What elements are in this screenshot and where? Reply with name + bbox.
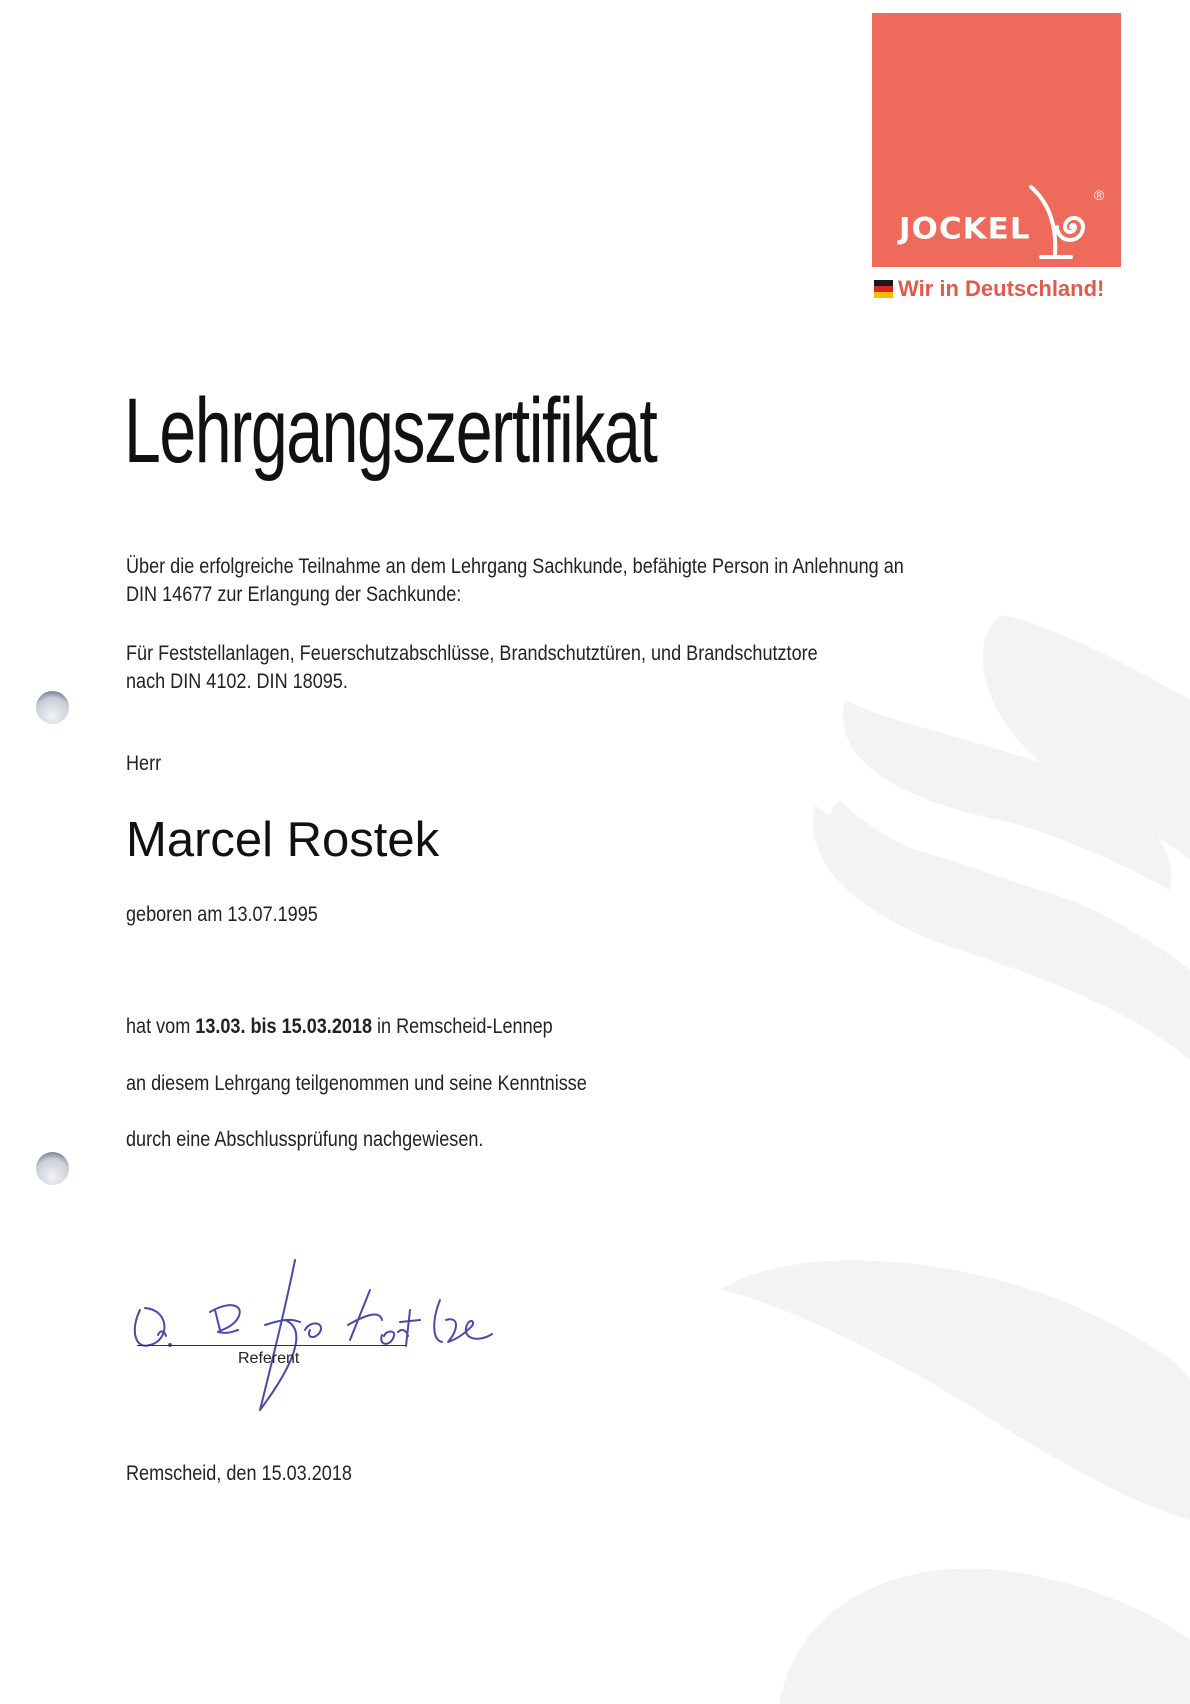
- period-dates: 13.03. bis 15.03.2018: [195, 1015, 373, 1038]
- period-prefix: hat vom: [126, 1015, 191, 1038]
- logo-wordmark: JOCKEL: [899, 211, 1031, 247]
- period-location: in Remscheid-Lennep: [377, 1015, 553, 1038]
- german-flag-icon: [874, 280, 893, 298]
- tagline-text: Wir in Deutschland!: [898, 276, 1105, 301]
- completion-line-1: an diesem Lehrgang teilgenommen und seine Kenntnisse: [126, 1072, 587, 1095]
- certificate-title: Lehrgangszertifikat: [124, 380, 657, 482]
- handwritten-signature: [120, 1250, 520, 1420]
- scope-line-2: nach DIN 4102. DIN 18095.: [126, 670, 348, 693]
- intro-line-2: DIN 14677 zur Erlangung der Sachkunde:: [126, 583, 462, 606]
- birth-prefix: geboren am: [126, 903, 223, 926]
- signature-label: Referent: [238, 1350, 300, 1367]
- intro-line-1: Über die erfolgreiche Teilnahme an dem Lehrgang Sachkunde, befähigte Person in Anlehnung an: [126, 555, 904, 578]
- birth-line: [126, 901, 318, 929]
- logo-tagline: [874, 276, 1104, 302]
- birth-date: 13.07.1995: [227, 903, 318, 926]
- scope-line-1: Für Feststellanlagen, Feuerschutzabschlüsse, Brandschutztüren, und Brandschutztore: [126, 642, 818, 665]
- place-date: Remscheid, den 15.03.2018: [126, 1462, 352, 1485]
- registered-mark: ®: [1094, 187, 1105, 203]
- salutation: Herr: [126, 752, 162, 775]
- snail-logo-icon: [1027, 183, 1097, 263]
- signature-line: [137, 1345, 405, 1346]
- participant-name: Marcel Rostek: [126, 813, 440, 867]
- jockel-logo: [872, 13, 1121, 267]
- completion-line-2: durch eine Abschlussprüfung nachgewiesen.: [126, 1128, 484, 1151]
- punch-hole: [36, 1152, 69, 1185]
- period-line: [126, 1013, 553, 1041]
- punch-hole: [36, 691, 69, 724]
